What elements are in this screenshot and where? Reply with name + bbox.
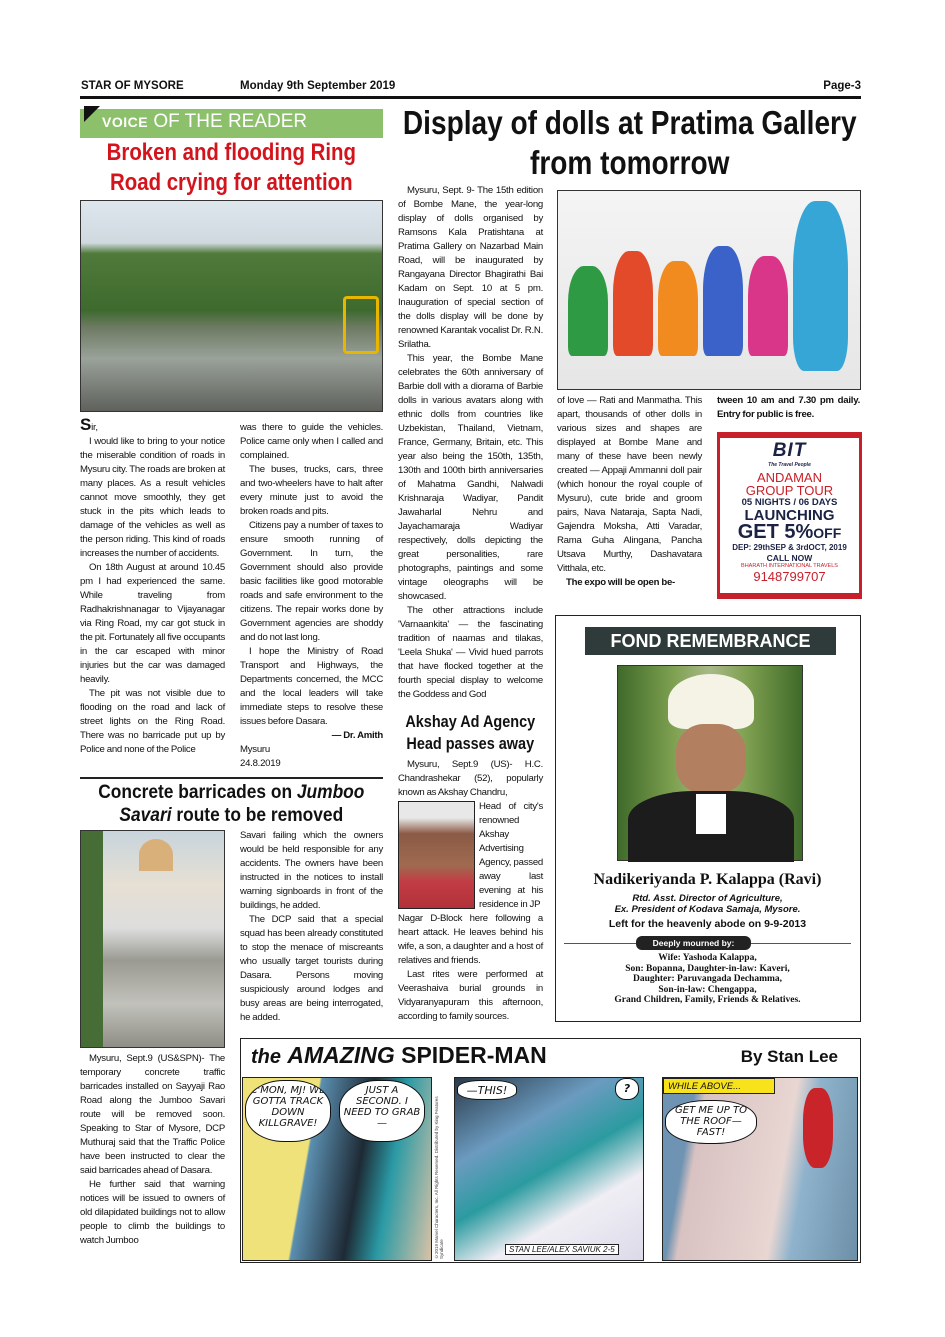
headline-part: Jumboo [296,781,365,803]
dolls-col-2 [557,394,702,590]
barricades-col-2 [240,829,383,1025]
letter-paragraph: Citizens pay a number of taxes to ensure smooth running of Government. In turn, the Government should also provide basic facilities like good motorable roads and safe environment to the citizens. The repair works done by Government agencies are shoddy and do not last long. [240,520,383,643]
headline-part: Savari [119,804,172,826]
bit-logo: BIT [772,440,807,461]
remembrance-title: FOND REMEMBRANCE [585,627,836,655]
letter-date: 24.8.2019 [240,758,281,769]
letter-signature: — Dr. Amith [331,730,383,741]
ad-tagline: The Travel People [768,462,811,468]
corner-triangle-icon [84,106,100,122]
tree-shape [81,831,103,1048]
ad-company: BHARATH INTERNATIONAL TRAVELS [741,563,838,569]
passing-date: Left for the heavenly abode on 9-9-2013 [608,918,807,930]
story-paragraph: Mysuru, Sept. 9- The 15th edition of Bombe Mane, the year-long display of dolls organised by Ramsons Kala Pratishtana at Pratima Gallery on Nazarbad Main Road, will be inaugurated by Rangayana Director Bhagirathi Bai Kadam on Sept. 10 at 5 pm. Inauguration of special section of the dolls display will be done by renowned Karantak vocalist Dr. R.N. Srilatha. [398,185,543,350]
ad-offer-off: OFF [813,525,842,541]
issue-date: Monday 9th September 2019 [240,80,396,92]
letter-col-1 [80,415,225,757]
family-line: Daughter: Paruvangada Dechamma, [632,974,783,984]
story-paragraph: This year, the Bombe Mane celebrates the 60th anniversary of Barbie doll with a diorama of Barbie dolls in various avatars along with ethnic dolls from countries like Uzbekistan, Thailand, Vietnam, France, Germany, Britain, etc. This year also being the 150th, 135th, 130th and 100th birth anniversaries of Mahatma Gandhi, Nalwadi Krishnaraja Wadiyar, Pandit Jawaharlal Nehru and Jayachamaraja Wadiyar respectively, dolls depicting the great personalities, rare photographs, paintings and some vintage oleographs will be showcased. [398,353,543,602]
collar-shape [696,794,726,834]
barricades-headline [80,781,383,827]
speech-bubble: JUST A SECOND. I NEED TO GRAB— [339,1080,425,1142]
comic-caption: WHILE ABOVE... [663,1078,775,1094]
letter-paragraph: I would like to bring to your notice the miserable condition of roads in Mysuru city. The roads are broken at many places. As a result vehicles cannot move smoothly, they get stuck in the pits which leads to damage of the vehicles as well as the person riding. This kind of roads increases the number of accidents. [80,436,225,559]
ad-line: DEP: 29thSEP & 3rdOCT, 2019 [732,543,847,552]
dolls-col-1 [398,184,543,702]
story-paragraph: Last rites were performed at Veerashaiva burial grounds in Vidyaranyapuram this afternoon, according to family sources. [398,969,543,1022]
voice-label-bold: VOICE [102,114,149,130]
story-paragraph: of love — Rati and Manmatha. This apart, thousands of other dolls in various sizes and shapes are displayed at Bombe Mane and many of these have been newly created — Appaji Ammanni doll pair (which honour the royal couple of Mysuru), cute bride and groom pairs, Nava Nataraja, Sapta Nadi, Gajendra Moksha, Atti Varadar, Rama Guha Alingana, Pancha Utsava Murthy, Dashavatara Vitthala, etc. [557,395,702,574]
family-list [556,953,859,1006]
ad-line: LAUNCHING [744,507,835,524]
akshay-story [398,758,543,1024]
family-line: Wife: Yashoda Kalappa, [658,953,757,963]
letter-paragraph: was there to guide the vehicles. Police came only when I called and complained. [240,422,383,461]
role-line: Rtd. Asst. Director of Agriculture, [632,893,783,904]
letter-col-2 [240,421,383,771]
voice-label-rest: OF THE READER [153,111,308,132]
comic-title [251,1042,547,1069]
title-the: the [251,1046,281,1068]
paper-name: STAR OF MYSORE [81,80,184,92]
story-paragraph: Head of city's renowned Akshay Advertising Agency, passed away last evening at his residence in JP [479,801,543,910]
voice-of-reader-banner [80,109,383,138]
letter-paragraph: On 18th August at around 10.45 pm I had experienced the same. While traveling from Radhakrishnanagar to Vijayanagar via Ring Road, my car got stuck in the pit. Fortunately all five occupants in the car escaped with minor injuries but the car was damaged heavily. [80,562,225,685]
story-paragraph: Savari failing which the owners would be held responsible for any accidents. The owners have been instructed in the notices to install warning signboards in front of the buildings, he added. [240,830,383,911]
letter-place: Mysuru [240,744,270,755]
akshay-chandru-photo [398,801,475,909]
ad-line: CALL NOW [766,553,813,563]
comic-byline: By Stan Lee [740,1047,838,1066]
comic-credit: STAN LEE/ALEX SAVIUK 2-5 [505,1244,619,1255]
doll-shape [748,256,788,356]
flooded-road-photo [80,200,383,412]
dolls-col-3: tween 10 am and 7.30 pm daily. Entry for public is free. [717,395,860,420]
kalappa-photo [617,665,803,861]
speech-bubble: GET ME UP TO THE ROOF— FAST! [665,1100,757,1144]
story-paragraph: Nagar D-Block here following a heart attack. He leaves behind his wife, a son, a daughter and a host of relatives and friends. [398,913,543,966]
spider-man-figure [803,1088,833,1168]
section-divider [80,777,383,779]
comic-panel-2 [454,1077,644,1261]
letter-paragraph: I hope the Ministry of Road Transport and Highways, the Departments concerned, the MCC and the local leaders will take immediate steps to resolve these issues before Dasara. [240,646,383,727]
story-paragraph: Mysuru, Sept.9 (US)- H.C. Chandrashekar (52), popularly known as Akshay Chandru, [398,759,543,798]
page-number: Page-3 [823,80,861,92]
letter-headline: Broken and flooding Ring Road crying for attention [106,139,356,196]
andaman-tour-ad[interactable] [717,432,862,599]
family-line: Grand Children, Family, Friends & Relatives. [614,995,801,1005]
turban-shape [668,674,754,729]
ad-offer-pct: GET 5% [737,521,814,543]
letter-paragraph: The buses, trucks, cars, three and two-wheelers have to halt after every minute just to avoid the broken roads and pits. [240,464,383,517]
doll-shape [793,201,848,371]
ad-offer [720,523,859,543]
speech-bubble: C'MON, MJ! WE GOTTA TRACK DOWN KILLGRAVE! [245,1080,331,1142]
family-line: Son-in-law: Chengappa, [658,984,757,995]
ad-line: GROUP TOUR [745,483,834,498]
speech-bubble: —THIS! [457,1080,517,1100]
doll-shape [658,261,698,356]
sayyaji-rao-road-photo [80,830,225,1048]
story-paragraph: The other attractions include 'Varnaankita' — the fascinating tradition of naamas and tilakas, 'Leela Shuka' — Vivid hued parrots that have flocked together at the fourth special display to welcome the Goddess and God [398,605,543,700]
akshay-headline [398,711,543,755]
deceased-name: Nadikeriyanda P. Kalappa (Ravi) [593,871,822,888]
story-bold-tail: The expo will be open be- [566,577,675,588]
barricade-shape [343,296,379,354]
headline-line: Akshay Ad Agency [405,712,536,731]
dolls-photo [557,190,861,390]
headline-line: Head passes away [406,734,535,753]
dolls-headline: Display of dolls at Pratima Gallery from tomorrow [402,104,857,181]
doll-shape [568,266,608,356]
barricades-col-1 [80,1052,225,1248]
ad-line: 05 NIGHTS / 06 DAYS [741,497,838,508]
story-paragraph: Mysuru, Sept.9 (US&SPN)- The temporary concrete traffic barricades installed on Sayyaji Rao Road along the Jumboo Savari route will be removed soon. Speaking to Star of Mysore, DCP Muthuraj said that the Traffic Police have been instructed to clear the said barricades ahead of Dasara. [80,1053,225,1176]
title-amazing: AMAZING [287,1042,395,1068]
salutation-rest: ir, [91,422,98,433]
comic-panel-1 [242,1077,432,1261]
story-paragraph: The DCP said that a special squad has been already constituted to stop the menace of miscreants who usually target tourists during Dasara. Persons moving suspiciously around lodges and busy areas are being interrogated, he added. [240,914,383,1023]
comic-copyright: ©2019 Marvel Characters, Inc. All Rights Reserved. Distributed by King Features Syndicate [434,1096,444,1259]
salutation-cap: S [80,415,92,434]
family-line: Son: Bopanna, Daughter-in-law: Kaveri, [625,963,790,974]
face-shape [676,724,746,794]
spider-man-comic-strip [240,1038,861,1263]
fond-remembrance-notice [555,615,861,1022]
doll-shape [703,246,743,356]
story-paragraph: He further said that warning notices will be issued to owners of old dilapidated buildings not to allow people to climb the buildings to watch Jumboo [80,1179,225,1246]
role-line: Ex. President of Kodava Samaja, Mysore. [614,904,801,915]
deceased-roles [556,893,859,915]
thought-bubble: ? [615,1078,639,1100]
ad-line: ANDAMAN [756,470,822,485]
mourned-by-label: Deeply mourned by: [636,936,751,950]
header-rule [80,96,861,99]
headline-part: Concrete barricades on [98,781,297,803]
ad-phone: 9148799707 [753,569,826,584]
doll-shape [613,251,653,356]
title-rest: SPIDER-MAN [401,1042,547,1068]
headline-part: route to be removed [171,804,344,826]
palace-dome-shape [139,839,173,871]
comic-panel-3 [662,1077,858,1261]
letter-paragraph: The pit was not visible due to flooding on the road and lack of street lights on the Ring Road. There was no barricade put up by Police and none of the Police [80,688,225,755]
